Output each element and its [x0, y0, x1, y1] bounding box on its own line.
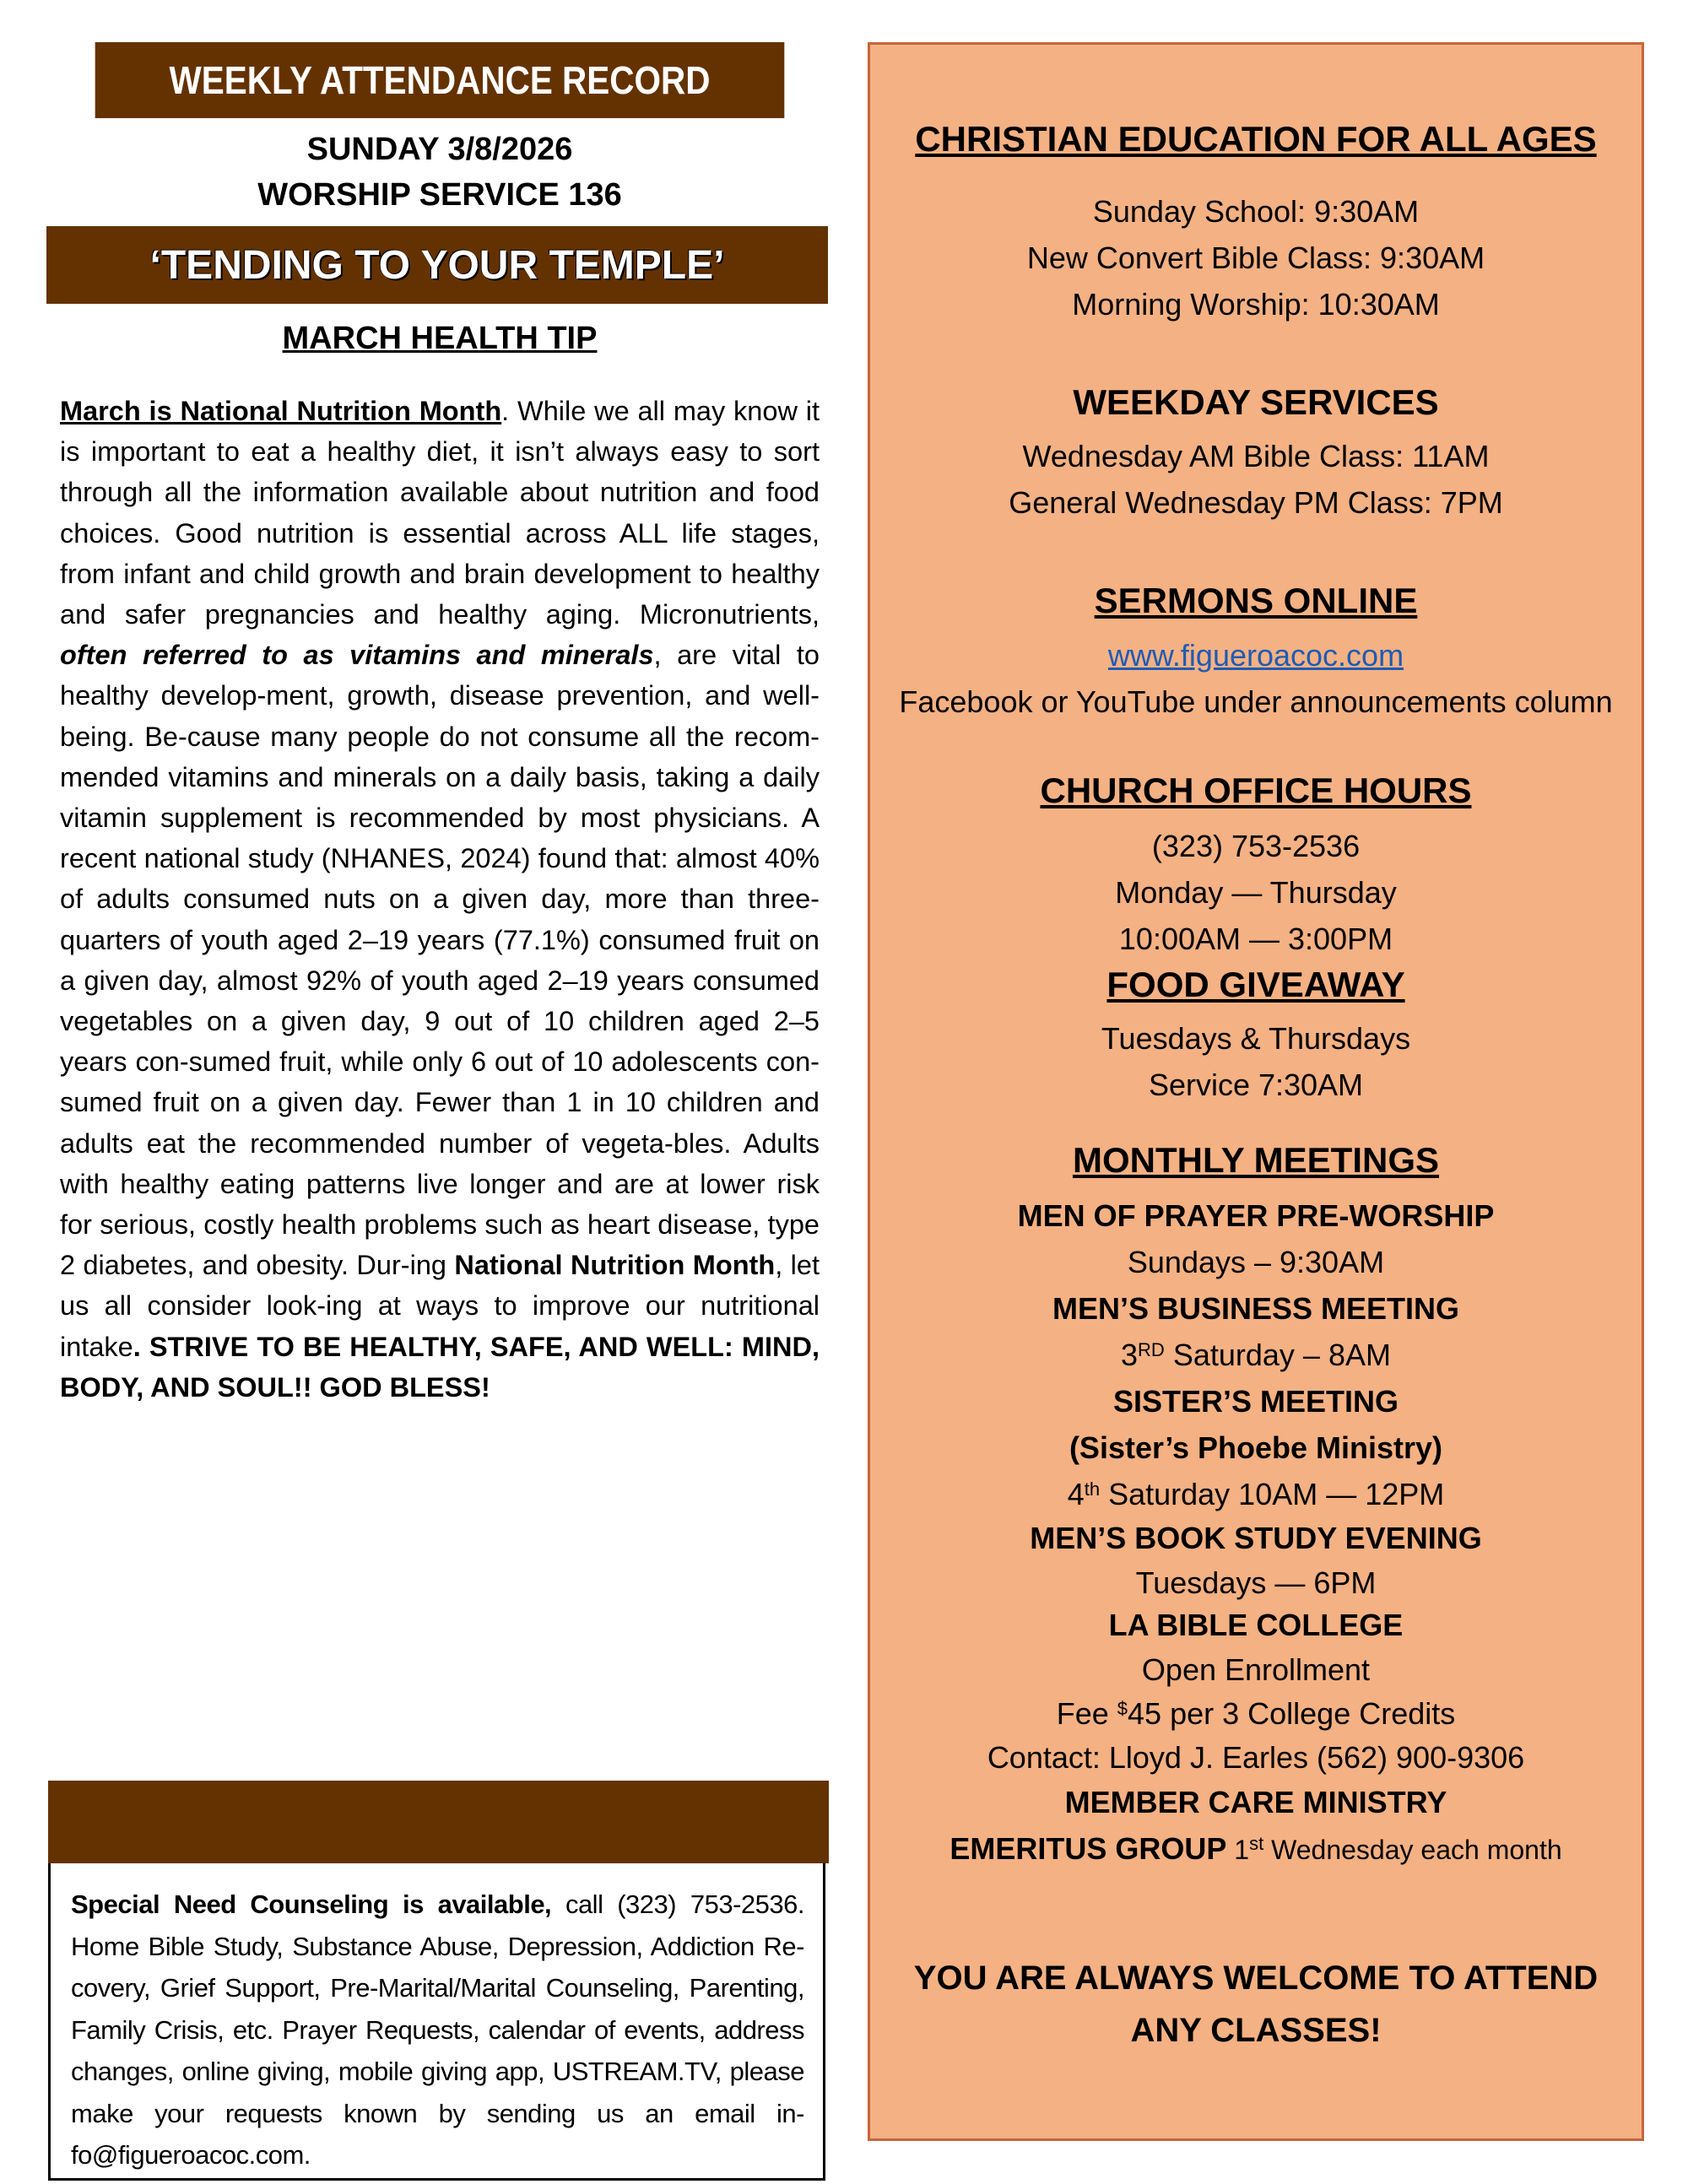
- sermons-link[interactable]: www.figueroacoc.com: [1107, 638, 1404, 673]
- right-column: [868, 42, 1644, 2141]
- theme-title: ‘TENDING TO YOUR TEMPLE’: [149, 242, 725, 288]
- weekday-item: General Wednesday PM Class: 7PM: [1009, 485, 1503, 520]
- college-enroll: Open Enrollment: [1141, 1652, 1371, 1687]
- sisters-title: SISTER’S MEETING: [1112, 1384, 1399, 1419]
- article-nnm: National Nutrition Month: [454, 1250, 776, 1281]
- mens-business-title: MEN’S BUSINESS MEETING: [1052, 1291, 1460, 1326]
- mens-business-num: 3: [1121, 1338, 1139, 1372]
- attendance-title: WEEKLY ATTENDANCE RECORD: [169, 58, 711, 102]
- weekday-title: WEEKDAY SERVICES: [1073, 382, 1439, 422]
- food-title: FOOD GIVEAWAY: [1106, 965, 1405, 1004]
- sisters-subtitle: (Sister’s Phoebe Ministry): [1069, 1430, 1443, 1465]
- emeritus-time: Wednesday each month: [1263, 1835, 1562, 1865]
- college-title: LA BIBLE COLLEGE: [1108, 1608, 1404, 1642]
- article-lead: March is National Nutrition Month: [60, 396, 502, 426]
- christian-ed-title: CHRISTIAN EDUCATION FOR ALL AGES: [915, 119, 1597, 159]
- sisters-sup: th: [1084, 1479, 1101, 1500]
- service-info: [48, 127, 831, 218]
- article-emphasis: often referred to as vitamins and minerals: [60, 640, 654, 671]
- article-closing: . STRIVE TO BE HEALTHY, SAFE, AND WELL: MIND, BODY, AND SOUL!! GOD BLESS!: [60, 1331, 820, 1403]
- attendance-banner: [95, 42, 785, 118]
- emeritus-row: [870, 1825, 1642, 1873]
- sisters-num: 4: [1067, 1477, 1085, 1511]
- sisters-time: Saturday 10AM — 12PM: [1100, 1477, 1445, 1511]
- book-study-time: Tuesdays — 6PM: [1135, 1565, 1377, 1600]
- office-title: CHURCH OFFICE HOURS: [1040, 770, 1472, 810]
- christian-ed-item: Morning Worship: 10:30AM: [1072, 287, 1440, 322]
- college-fee-b: 45 per 3 College Credits: [1128, 1696, 1456, 1731]
- mens-business-time-row: [870, 1332, 1642, 1378]
- counseling-banner: [48, 1781, 829, 1863]
- sisters-time-row: [870, 1471, 1642, 1517]
- meetings-title: MONTHLY MEETINGS: [1072, 1140, 1440, 1180]
- member-care-title: MEMBER CARE MINISTRY: [1064, 1785, 1447, 1819]
- service-number: WORSHIP SERVICE 136: [257, 177, 622, 213]
- college-fee-a: Fee: [1056, 1696, 1117, 1731]
- office-phone: (323) 753-2536: [1151, 829, 1361, 863]
- christian-ed-item: New Convert Bible Class: 9:30AM: [1026, 241, 1485, 275]
- office-days: Monday — Thursday: [1115, 875, 1397, 910]
- counseling-body: call (323) 753-2536. Home Bible Study, Substance Abuse, Depression, Addiction Re-covery, Grief Support, Pre-Marital/Marital Counseling, Parenting, Family Crisis, etc. Prayer Requests, calendar of events, address changes, online giving, mobile giving app, USTREAM.TV, please make your requests known by sending us an email in-fo@figueroacoc.com.: [71, 1889, 804, 2170]
- health-tip-title: MARCH HEALTH TIP: [282, 321, 598, 356]
- welcome-line-1: YOU ARE ALWAYS WELCOME TO ATTEND: [913, 1960, 1599, 1997]
- welcome-message: [870, 1952, 1642, 2057]
- welcome-line-2: ANY CLASSES!: [1130, 2012, 1382, 2049]
- theme-banner: [46, 226, 828, 304]
- sermons-note: Facebook or YouTube under announcements column: [899, 684, 1613, 719]
- food-days: Tuesdays & Thursdays: [1101, 1021, 1411, 1056]
- service-date: SUNDAY 3/8/2026: [306, 132, 573, 167]
- mens-business-time: Saturday – 8AM: [1164, 1338, 1391, 1372]
- christian-ed-item: Sunday School: 9:30AM: [1092, 194, 1420, 229]
- article-part-1: . While we all may know it is important to eat a healthy diet, it isn’t always easy to sort through all the information available about nutrition and food choices. Good nutrition is essential across ALL life stages, from infant and child growth and brain development to healthy and safer pregnancies and healthy aging. Micronutrients,: [60, 396, 820, 630]
- college-contact: Contact: Lloyd J. Earles (562) 900-9306: [987, 1740, 1525, 1775]
- mens-business-sup: RD: [1138, 1339, 1165, 1360]
- men-prayer-title: MEN OF PRAYER PRE-WORSHIP: [1017, 1198, 1495, 1233]
- counseling-box: [48, 1863, 825, 2181]
- health-tip-article: [60, 391, 820, 1408]
- book-study-title: MEN’S BOOK STUDY EVENING: [1030, 1521, 1482, 1555]
- weekday-item: Wednesday AM Bible Class: 11AM: [1022, 439, 1490, 473]
- college-fee-sup: $: [1117, 1698, 1128, 1719]
- counseling-lead: Special Need Counseling is available,: [71, 1889, 552, 1919]
- sermons-link-row: [870, 632, 1642, 678]
- article-part-3: , let us all consider look-ing at ways to improve our nutritional intake: [60, 1250, 820, 1362]
- college-fee-row: [870, 1690, 1642, 1737]
- food-service: Service 7:30AM: [1148, 1068, 1364, 1102]
- emeritus-title: EMERITUS GROUP: [950, 1831, 1227, 1866]
- sermons-title: SERMONS ONLINE: [1094, 581, 1418, 620]
- emeritus-sup: st: [1249, 1833, 1264, 1854]
- men-prayer-time: Sundays – 9:30AM: [1127, 1245, 1385, 1279]
- article-part-2: , are vital to healthy develop-ment, growth, disease prevention, and well-being. Be-cause many people do not consume all the recom-mended vitamins and minerals on a daily basis, taking a daily vitamin supplement is recommended by most physicians. A recent national study (NHANES, 2024) found that: almost 40% of adults consumed nuts on a given day, more than three-quarters of youth aged 2–19 years (77.1%) consumed fruit on a given day, almost 92% of youth aged 2–19 years consumed vegetables on a given day, 9 out of 10 children aged 2–5 years con-sumed fruit, while only 6 out of 10 adolescents con-sumed fruit on a given day. Fewer than 1 in 10 children and adults eat the recommended number of vegeta-bles. Adults with healthy eating patterns live longer and are at lower risk for serious, costly health problems such as heart disease, type 2 diabetes, and obesity. Dur-ing: [60, 640, 820, 1281]
- emeritus-num: 1: [1226, 1835, 1250, 1865]
- office-hours: 10:00AM — 3:00PM: [1118, 922, 1393, 956]
